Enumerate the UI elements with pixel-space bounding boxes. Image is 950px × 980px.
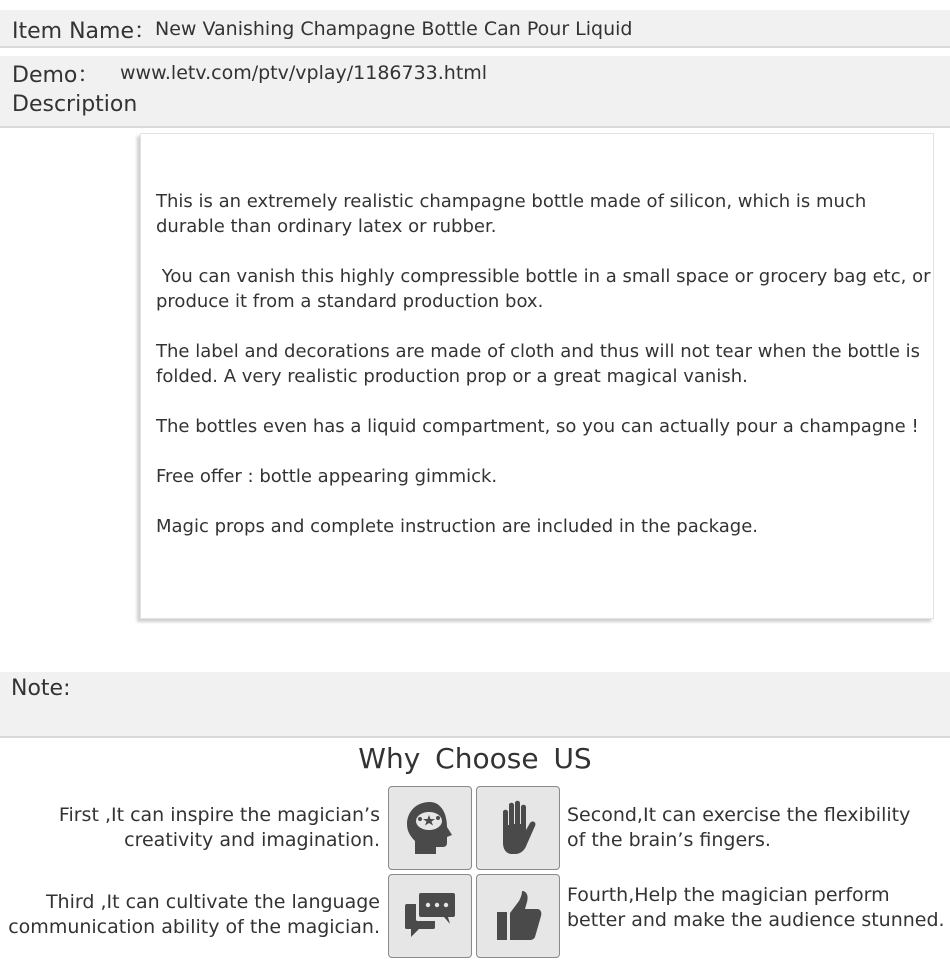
item-name-label: Item Name： — [12, 19, 156, 44]
brain-head-tile — [388, 786, 472, 870]
reason-third — [0, 890, 380, 940]
chat-bubbles-tile — [388, 874, 472, 958]
note-bar — [0, 672, 950, 738]
demo-label: Demo： — [12, 63, 100, 88]
hand-icon — [490, 796, 546, 860]
description-paragraph: This is an extremely realistic champagne bottle made of silicon, which is much durable than ordinary latex or rubber. — [156, 191, 867, 237]
note-label: Note: — [11, 676, 71, 701]
reason-line: communication ability of the magician. — [8, 916, 380, 938]
description-label: Description — [12, 92, 138, 117]
demo-bar — [0, 56, 950, 90]
description-paragraph: Free offer : bottle appearing gimmick. — [156, 466, 498, 487]
description-paragraph: The bottles even has a liquid compartment, so you can actually pour a champagne ! — [156, 416, 919, 437]
reason-line: Third ,It can cultivate the language — [45, 891, 380, 913]
reason-line: First ,It can inspire the magician’s — [58, 804, 380, 826]
brain-head-icon — [400, 796, 460, 860]
reason-line: of the brain’s fingers. — [567, 829, 771, 851]
reason-second — [567, 803, 950, 853]
item-name-value: New Vanishing Champagne Bottle Can Pour Liquid — [155, 18, 633, 40]
chat-bubbles-icon — [400, 888, 460, 944]
description-paragraph: You can vanish this highly compressible bottle in a small space or grocery bag etc, or produce it from a standard production box. — [156, 266, 937, 312]
reason-first — [0, 803, 380, 853]
item-name-bar — [0, 10, 950, 48]
hand-tile — [476, 786, 560, 870]
demo-link[interactable]: www.letv.com/ptv/vplay/1186733.html — [120, 62, 488, 84]
description-text — [156, 189, 937, 564]
reason-line: Fourth,Help the magician perform — [567, 884, 890, 906]
thumbs-up-icon — [490, 886, 546, 946]
reason-line: Second,It can exercise the flexibility — [567, 804, 911, 826]
description-box — [140, 133, 937, 619]
description-paragraph: Magic props and complete instruction are included in the package. — [156, 516, 759, 537]
thumbs-up-tile — [476, 874, 560, 958]
reason-line: creativity and imagination. — [124, 829, 380, 851]
why-choose-us-title: Why Choose US — [358, 742, 592, 775]
description-paragraph: The label and decorations are made of cloth and thus will not tear when the bottle is folded. A very realistic production prop or a great magical vanish. — [156, 341, 921, 387]
reason-fourth — [567, 883, 950, 933]
description-bar — [0, 90, 950, 128]
reason-line: better and make the audience stunned. — [567, 909, 945, 931]
